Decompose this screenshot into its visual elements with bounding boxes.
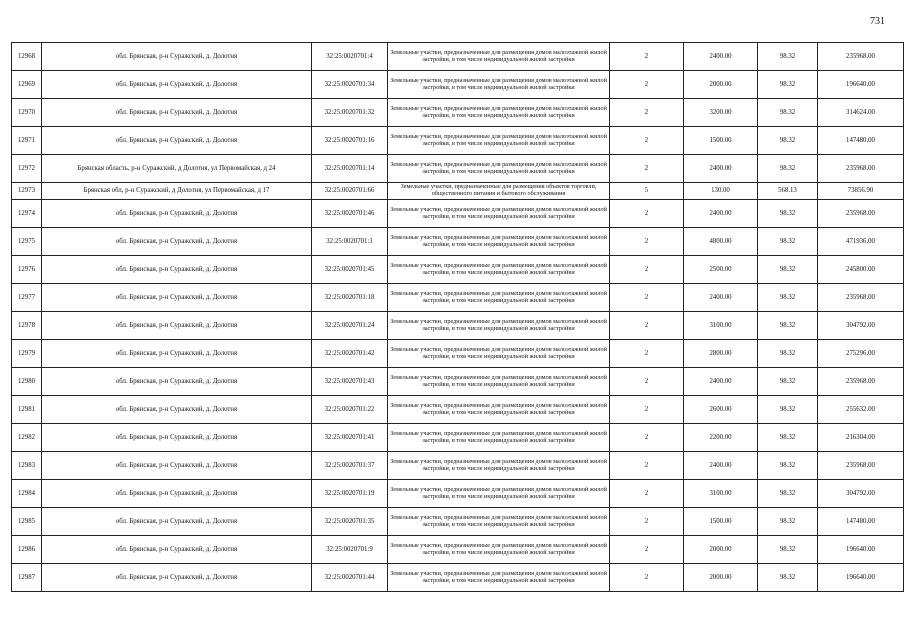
address-cell: обл. Брянская, р-н Суражский, д. Долотня [42, 43, 312, 71]
address-cell: обл. Брянская, р-н Суражский, д. Долотня [42, 396, 312, 424]
specific-value-cell: 98.32 [758, 396, 818, 424]
area-cell: 3100.00 [684, 480, 758, 508]
use-group-cell: 2 [610, 508, 684, 536]
specific-value-cell: 98.32 [758, 127, 818, 155]
specific-value-cell: 98.32 [758, 284, 818, 312]
cadastral-number-cell: 32:25:0020701:9 [312, 536, 388, 564]
cadastral-value-cell: 314624.00 [818, 99, 904, 127]
cadastral-value-table [11, 42, 904, 592]
table-row [12, 99, 904, 127]
address-cell: обл. Брянская, р-н Суражский, д. Долотня [42, 71, 312, 99]
cadastral-value-cell: 304792.00 [818, 480, 904, 508]
land-use-cell: Земельные участки, предназначенные для размещения домов малоэтажной жилой застройки, в том числе индивидуальной жилой застройки [388, 284, 610, 312]
land-use-cell: Земельные участки, предназначенные для размещения домов малоэтажной жилой застройки, в том числе индивидуальной жилой застройки [388, 340, 610, 368]
address-cell: обл. Брянская, р-н Суражский, д. Долотня [42, 127, 312, 155]
area-cell: 2600.00 [684, 396, 758, 424]
land-use-cell: Земельные участки, предназначенные для размещения домов малоэтажной жилой застройки, в том числе индивидуальной жилой застройки [388, 228, 610, 256]
cadastral-number-cell: 32:25:0020701:4 [312, 43, 388, 71]
specific-value-cell: 98.32 [758, 200, 818, 228]
address-cell: обл. Брянская, р-н Суражский, д. Долотня [42, 256, 312, 284]
use-group-cell: 2 [610, 396, 684, 424]
cadastral-number-cell: 32:25:0020701:43 [312, 368, 388, 396]
row-number: 12969 [12, 71, 42, 99]
use-group-cell: 2 [610, 155, 684, 183]
specific-value-cell: 98.32 [758, 256, 818, 284]
area-cell: 2800.00 [684, 340, 758, 368]
cadastral-value-cell: 147480.00 [818, 508, 904, 536]
cadastral-value-cell: 235968.00 [818, 43, 904, 71]
use-group-cell: 2 [610, 312, 684, 340]
specific-value-cell: 98.32 [758, 71, 818, 99]
address-cell: обл. Брянская, р-н Суражский, д. Долотня [42, 508, 312, 536]
table-row [12, 43, 904, 71]
area-cell: 2000.00 [684, 71, 758, 99]
table-row [12, 71, 904, 99]
use-group-cell: 2 [610, 127, 684, 155]
area-cell: 2000.00 [684, 536, 758, 564]
specific-value-cell: 98.32 [758, 312, 818, 340]
cadastral-value-cell: 235968.00 [818, 155, 904, 183]
cadastral-number-cell: 32:25:0020701:45 [312, 256, 388, 284]
area-cell: 1500.00 [684, 508, 758, 536]
use-group-cell: 2 [610, 480, 684, 508]
area-cell: 130.00 [684, 183, 758, 200]
cadastral-number-cell: 32:25:0020701:18 [312, 284, 388, 312]
cadastral-number-cell: 32:25:0020701:1 [312, 228, 388, 256]
address-cell: Брянская область, р-н Суражский, д Долотня, ул Первомайская, д 24 [42, 155, 312, 183]
use-group-cell: 2 [610, 424, 684, 452]
table-row [12, 127, 904, 155]
area-cell: 1500.00 [684, 127, 758, 155]
table-row [12, 368, 904, 396]
page-number: 731 [870, 16, 885, 27]
address-cell: обл. Брянская, р-н Суражский, д. Долотня [42, 312, 312, 340]
land-use-cell: Земельные участки, предназначенные для размещения домов малоэтажной жилой застройки, в том числе индивидуальной жилой застройки [388, 155, 610, 183]
address-cell: обл. Брянская, р-н Суражский, д. Долотня [42, 368, 312, 396]
cadastral-number-cell: 32:25:0020701:24 [312, 312, 388, 340]
land-use-cell: Земельные участки, предназначенные для размещения домов малоэтажной жилой застройки, в том числе индивидуальной жилой застройки [388, 368, 610, 396]
row-number: 12978 [12, 312, 42, 340]
specific-value-cell: 98.32 [758, 368, 818, 396]
cadastral-number-cell: 32:25:0020701:46 [312, 200, 388, 228]
specific-value-cell: 98.32 [758, 340, 818, 368]
use-group-cell: 2 [610, 99, 684, 127]
cadastral-number-cell: 32:25:0020701:22 [312, 396, 388, 424]
cadastral-number-cell: 32:25:0020701:35 [312, 508, 388, 536]
area-cell: 3100.00 [684, 312, 758, 340]
cadastral-number-cell: 32:25:0020701:32 [312, 99, 388, 127]
table-row [12, 340, 904, 368]
cadastral-number-cell: 32:25:0020701:44 [312, 564, 388, 592]
row-number: 12976 [12, 256, 42, 284]
area-cell: 2400.00 [684, 43, 758, 71]
cadastral-value-cell: 275296.00 [818, 340, 904, 368]
cadastral-value-cell: 73856.90 [818, 183, 904, 200]
table-row [12, 480, 904, 508]
cadastral-number-cell: 32:25:0020701:37 [312, 452, 388, 480]
land-use-cell: Земельные участки, предназначенные для размещения домов малоэтажной жилой застройки, в том числе индивидуальной жилой застройки [388, 71, 610, 99]
land-use-cell: Земельные участки, предназначенные для размещения домов малоэтажной жилой застройки, в том числе индивидуальной жилой застройки [388, 452, 610, 480]
land-use-cell: Земельные участки, предназначенные для размещения объектов торговли, общественного питания и бытового обслуживания [388, 183, 610, 200]
area-cell: 2200.00 [684, 424, 758, 452]
table-row [12, 200, 904, 228]
use-group-cell: 5 [610, 183, 684, 200]
address-cell: обл. Брянская, р-н Суражский, д. Долотня [42, 340, 312, 368]
table-row [12, 536, 904, 564]
row-number: 12985 [12, 508, 42, 536]
cadastral-number-cell: 32:25:0020701:16 [312, 127, 388, 155]
cadastral-value-cell: 304792.00 [818, 312, 904, 340]
row-number: 12975 [12, 228, 42, 256]
table-row [12, 183, 904, 200]
area-cell: 2400.00 [684, 200, 758, 228]
land-use-cell: Земельные участки, предназначенные для размещения домов малоэтажной жилой застройки, в том числе индивидуальной жилой застройки [388, 256, 610, 284]
table-row [12, 564, 904, 592]
cadastral-number-cell: 32:25:0020701:42 [312, 340, 388, 368]
row-number: 12977 [12, 284, 42, 312]
row-number: 12974 [12, 200, 42, 228]
use-group-cell: 2 [610, 452, 684, 480]
land-use-cell: Земельные участки, предназначенные для размещения домов малоэтажной жилой застройки, в том числе индивидуальной жилой застройки [388, 396, 610, 424]
specific-value-cell: 98.32 [758, 452, 818, 480]
specific-value-cell: 98.32 [758, 228, 818, 256]
specific-value-cell: 98.32 [758, 508, 818, 536]
cadastral-number-cell: 32:25:0020701:41 [312, 424, 388, 452]
address-cell: обл. Брянская, р-н Суражский, д. Долотня [42, 480, 312, 508]
specific-value-cell: 98.32 [758, 424, 818, 452]
land-use-cell: Земельные участки, предназначенные для размещения домов малоэтажной жилой застройки, в том числе индивидуальной жилой застройки [388, 43, 610, 71]
area-cell: 2400.00 [684, 155, 758, 183]
row-number: 12987 [12, 564, 42, 592]
use-group-cell: 2 [610, 536, 684, 564]
address-cell: Брянская обл, р-н Суражский, д Долотня, ул Первомайская, д 17 [42, 183, 312, 200]
land-use-cell: Земельные участки, предназначенные для размещения домов малоэтажной жилой застройки, в том числе индивидуальной жилой застройки [388, 312, 610, 340]
area-cell: 2000.00 [684, 564, 758, 592]
cadastral-value-cell: 216304.00 [818, 424, 904, 452]
cadastral-value-cell: 471936.00 [818, 228, 904, 256]
land-use-cell: Земельные участки, предназначенные для размещения домов малоэтажной жилой застройки, в том числе индивидуальной жилой застройки [388, 424, 610, 452]
row-number: 12980 [12, 368, 42, 396]
address-cell: обл. Брянская, р-н Суражский, д. Долотня [42, 284, 312, 312]
cadastral-value-cell: 235968.00 [818, 368, 904, 396]
table-body [12, 43, 904, 592]
land-use-cell: Земельные участки, предназначенные для размещения домов малоэтажной жилой застройки, в том числе индивидуальной жилой застройки [388, 200, 610, 228]
row-number: 12984 [12, 480, 42, 508]
cadastral-value-cell: 196640.00 [818, 536, 904, 564]
cadastral-value-cell: 235968.00 [818, 200, 904, 228]
use-group-cell: 2 [610, 564, 684, 592]
use-group-cell: 2 [610, 284, 684, 312]
table-row [12, 228, 904, 256]
area-cell: 4800.00 [684, 228, 758, 256]
area-cell: 3200.00 [684, 99, 758, 127]
land-use-cell: Земельные участки, предназначенные для размещения домов малоэтажной жилой застройки, в том числе индивидуальной жилой застройки [388, 127, 610, 155]
cadastral-value-cell: 255632.00 [818, 396, 904, 424]
address-cell: обл. Брянская, р-н Суражский, д. Долотня [42, 228, 312, 256]
row-number: 12970 [12, 99, 42, 127]
land-use-cell: Земельные участки, предназначенные для размещения домов малоэтажной жилой застройки, в том числе индивидуальной жилой застройки [388, 508, 610, 536]
address-cell: обл. Брянская, р-н Суражский, д. Долотня [42, 564, 312, 592]
cadastral-value-cell: 196640.00 [818, 71, 904, 99]
table-row [12, 424, 904, 452]
row-number: 12973 [12, 183, 42, 200]
use-group-cell: 2 [610, 340, 684, 368]
area-cell: 2500.00 [684, 256, 758, 284]
cadastral-value-cell: 245800.00 [818, 256, 904, 284]
use-group-cell: 2 [610, 200, 684, 228]
row-number: 12971 [12, 127, 42, 155]
specific-value-cell: 98.32 [758, 43, 818, 71]
use-group-cell: 2 [610, 71, 684, 99]
address-cell: обл. Брянская, р-н Суражский, д. Долотня [42, 200, 312, 228]
table-row [12, 452, 904, 480]
specific-value-cell: 568.13 [758, 183, 818, 200]
land-use-cell: Земельные участки, предназначенные для размещения домов малоэтажной жилой застройки, в том числе индивидуальной жилой застройки [388, 564, 610, 592]
row-number: 12986 [12, 536, 42, 564]
specific-value-cell: 98.32 [758, 564, 818, 592]
cadastral-number-cell: 32:25:0020701:19 [312, 480, 388, 508]
specific-value-cell: 98.32 [758, 99, 818, 127]
cadastral-value-cell: 196640.00 [818, 564, 904, 592]
land-use-cell: Земельные участки, предназначенные для размещения домов малоэтажной жилой застройки, в том числе индивидуальной жилой застройки [388, 99, 610, 127]
table-row [12, 396, 904, 424]
row-number: 12981 [12, 396, 42, 424]
use-group-cell: 2 [610, 368, 684, 396]
land-use-cell: Земельные участки, предназначенные для размещения домов малоэтажной жилой застройки, в том числе индивидуальной жилой застройки [388, 480, 610, 508]
row-number: 12982 [12, 424, 42, 452]
table-row [12, 312, 904, 340]
address-cell: обл. Брянская, р-н Суражский, д. Долотня [42, 536, 312, 564]
table-row [12, 155, 904, 183]
row-number: 12972 [12, 155, 42, 183]
use-group-cell: 2 [610, 43, 684, 71]
cadastral-value-cell: 235968.00 [818, 284, 904, 312]
address-cell: обл. Брянская, р-н Суражский, д. Долотня [42, 99, 312, 127]
area-cell: 2400.00 [684, 452, 758, 480]
area-cell: 2400.00 [684, 284, 758, 312]
address-cell: обл. Брянская, р-н Суражский, д. Долотня [42, 424, 312, 452]
row-number: 12979 [12, 340, 42, 368]
use-group-cell: 2 [610, 228, 684, 256]
cadastral-value-cell: 235968.00 [818, 452, 904, 480]
use-group-cell: 2 [610, 256, 684, 284]
specific-value-cell: 98.32 [758, 480, 818, 508]
specific-value-cell: 98.32 [758, 536, 818, 564]
specific-value-cell: 98.32 [758, 155, 818, 183]
table-row [12, 284, 904, 312]
row-number: 12983 [12, 452, 42, 480]
area-cell: 2400.00 [684, 368, 758, 396]
cadastral-number-cell: 32:25:0020701:66 [312, 183, 388, 200]
land-use-cell: Земельные участки, предназначенные для размещения домов малоэтажной жилой застройки, в том числе индивидуальной жилой застройки [388, 536, 610, 564]
cadastral-number-cell: 32:25:0020701:34 [312, 71, 388, 99]
address-cell: обл. Брянская, р-н Суражский, д. Долотня [42, 452, 312, 480]
table-row [12, 508, 904, 536]
cadastral-value-cell: 147480.00 [818, 127, 904, 155]
row-number: 12968 [12, 43, 42, 71]
cadastral-number-cell: 32:25:0020701:14 [312, 155, 388, 183]
table-row [12, 256, 904, 284]
